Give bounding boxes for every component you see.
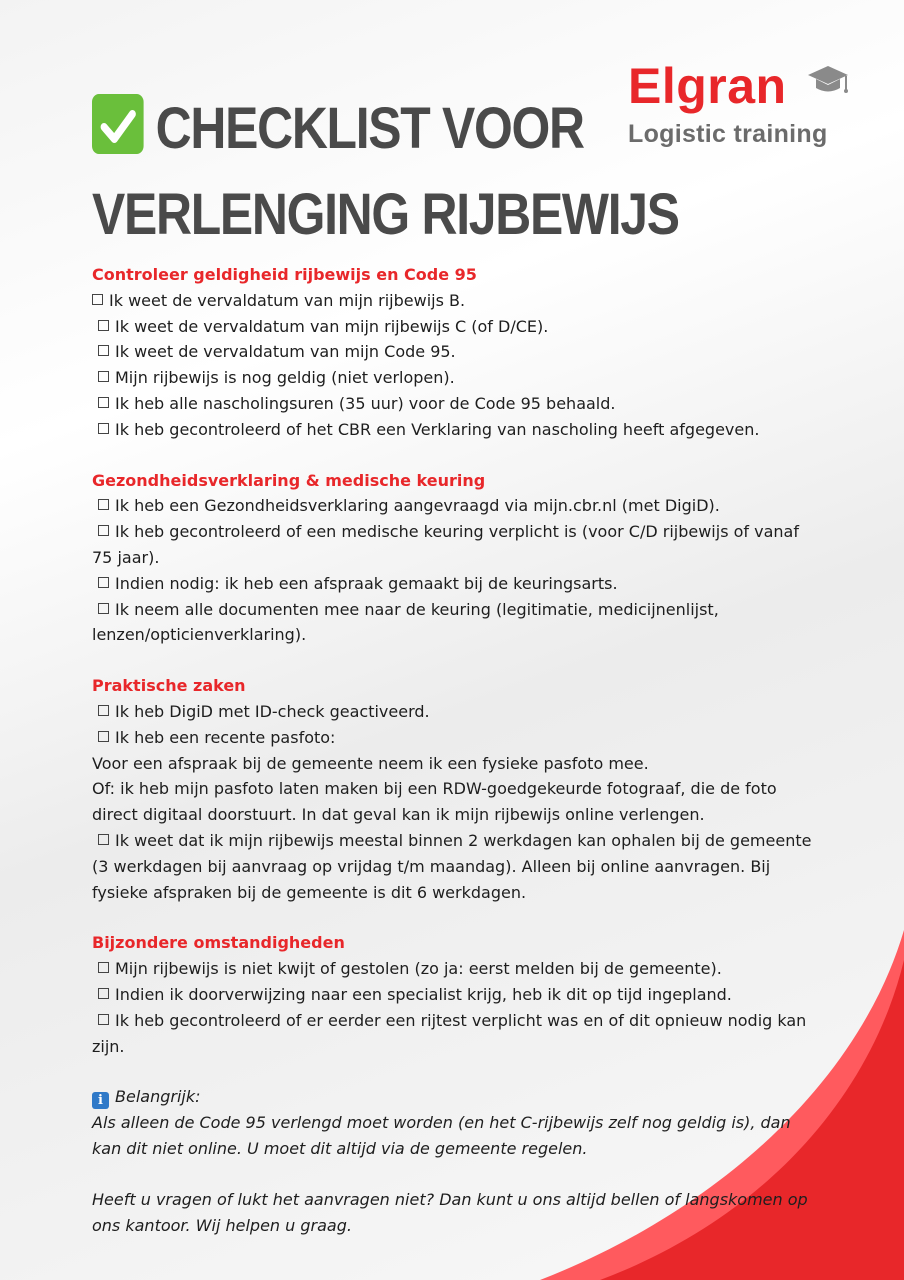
checklist-item: Mijn rijbewijs is nog geldig (niet verlopen). [92,365,812,391]
closing-text: Heeft u vragen of lukt het aanvragen niet? Dan kunt u ons altijd bellen of langskomen op ons kantoor. Wij helpen u graag. [92,1189,808,1235]
section-heading: Praktische zaken [92,676,246,696]
checkbox-icon [98,962,109,973]
checkbox-icon [98,345,109,356]
checkmark-icon [92,94,144,154]
checkbox-icon [98,705,109,716]
checklist-item: Ik weet de vervaldatum van mijn rijbewijs C (of D/CE). [92,314,812,340]
page-title [92,86,679,258]
paragraph: Voor een afspraak bij de gemeente neem ik een fysieke pasfoto mee. [92,753,649,773]
checklist-item: Ik weet de vervaldatum van mijn rijbewijs B. [86,288,812,314]
checkbox-icon [98,603,109,614]
elgran-logo [628,58,858,149]
checkbox-icon [98,577,109,588]
checkbox-icon [98,834,109,845]
logo-tagline: Logistic training [628,120,828,148]
checklist-item: Ik heb alle nascholingsuren (35 uur) voor de Code 95 behaald. [92,391,812,417]
checkbox-icon [98,731,109,742]
title-line-2: VERLENGING RIJBEWIJS [92,182,679,247]
checkbox-icon [98,1014,109,1025]
section-heading: Gezondheidsverklaring & medische keuring [92,470,486,490]
logo-brand: Elgran [628,58,787,114]
checklist-item: Indien ik doorverwijzing naar een specialist krijg, heb ik dit op tijd ingepland. [92,982,812,1008]
checklist-item: Ik heb gecontroleerd of het CBR een Verklaring van nascholing heeft afgegeven. [92,417,812,443]
checklist-item: Ik heb DigiD met ID-check geactiveerd. [92,699,812,725]
checklist-item: Ik heb een Gezondheidsverklaring aangevraagd via mijn.cbr.nl (met DigiD). [92,493,812,519]
checklist-item: Ik weet dat ik mijn rijbewijs meestal binnen 2 werkdagen kan ophalen bij de gemeente (3 werkdagen bij aanvraag op vrijdag t/m maandag). Alleen bij online aanvragen. Bij fysieke afspraken bij de gemeente is dit 6 werkdagen. [92,830,812,902]
checklist-item: Ik heb gecontroleerd of een medische keuring verplicht is (voor C/D rijbewijs of vanaf 75 jaar). [92,522,799,567]
paragraph: Of: ik heb mijn pasfoto laten maken bij een RDW-goedgekeurde fotograaf, die de foto direct digitaal doorstuurt. In dat geval kan ik mijn rijbewijs online verlengen. [92,779,777,825]
checklist-item: Ik heb een recente pasfoto: [92,725,812,751]
title-line-1: CHECKLIST VOOR [155,96,584,161]
graduation-cap-icon [806,64,850,100]
checklist-item: Mijn rijbewijs is niet kwijt of gestolen (zo ja: eerst melden bij de gemeente). [92,956,812,982]
checkbox-icon [98,423,109,434]
checklist-item: Indien nodig: ik heb een afspraak gemaakt bij de keuringsarts. [92,571,812,597]
info-icon: i [92,1092,109,1109]
checkbox-icon [98,499,109,510]
checkbox-icon [98,397,109,408]
checkbox-icon [92,294,103,305]
checklist-item: Ik neem alle documenten mee naar de keuring (legitimatie, medicijnenlijst, lenzen/opticienverklaring). [92,599,719,645]
checklist-item: Ik weet de vervaldatum van mijn Code 95. [92,339,812,365]
important-text: Als alleen de Code 95 verlengd moet worden (en het C-rijbewijs zelf nog geldig is), dan kan dit niet online. U moet dit altijd via de gemeente regelen. [92,1113,791,1158]
checkbox-icon [98,525,109,536]
important-label: i Belangrijk: [92,1084,812,1110]
checkbox-icon [98,320,109,331]
checkbox-icon [98,988,109,999]
section-heading: Bijzondere omstandigheden [92,933,345,953]
section-heading: Controleer geldigheid rijbewijs en Code 95 [92,265,477,284]
checklist-item: Ik heb gecontroleerd of er eerder een rijtest verplicht was en of dit opnieuw nodig kan zijn. [92,1010,807,1056]
checkbox-icon [98,371,109,382]
checklist-content [92,262,812,1238]
